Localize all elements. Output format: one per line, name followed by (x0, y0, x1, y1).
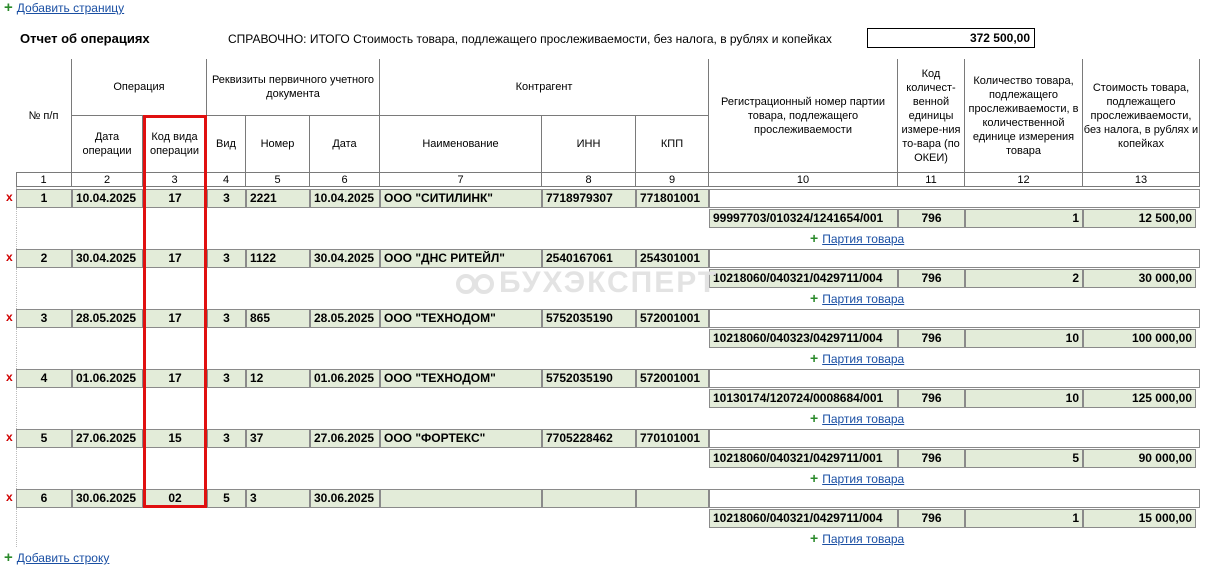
header-kpp: КПП (636, 116, 709, 173)
delete-row-icon[interactable]: x (6, 310, 13, 324)
header-op-code: Код вида операции (143, 116, 207, 173)
row-number[interactable]: 2 (16, 249, 72, 268)
plus-icon: + (810, 230, 819, 246)
batch-cost[interactable]: 125 000,00 (1083, 389, 1196, 408)
column-number: 3 (143, 173, 207, 187)
document-type[interactable]: 3 (207, 309, 246, 328)
batch-qty[interactable]: 10 (965, 329, 1083, 348)
contractor-kpp[interactable]: 572001001 (636, 369, 709, 388)
delete-row-icon[interactable]: x (6, 430, 13, 444)
add-batch-link[interactable] (810, 290, 904, 306)
row-spacer (709, 309, 1200, 328)
contractor-inn[interactable]: 7705228462 (542, 429, 636, 448)
batch-okei[interactable]: 796 (898, 449, 965, 468)
batch-spacer (16, 449, 709, 468)
batch-okei[interactable]: 796 (898, 269, 965, 288)
contractor-kpp[interactable]: 572001001 (636, 309, 709, 328)
document-type[interactable]: 3 (207, 189, 246, 208)
plus-icon: + (810, 470, 819, 486)
document-date[interactable]: 30.06.2025 (310, 489, 380, 508)
document-type[interactable]: 5 (207, 489, 246, 508)
operation-date[interactable]: 30.04.2025 (72, 249, 143, 268)
batch-reg-number[interactable]: 99997703/010324/1241654/001 (709, 209, 898, 228)
batch-spacer (16, 509, 709, 528)
contractor-inn[interactable]: 5752035190 (542, 309, 636, 328)
batch-spacer (16, 209, 709, 228)
contractor-name[interactable]: ООО "СИТИЛИНК" (380, 189, 542, 208)
header-op-date: Дата операции (72, 116, 143, 173)
document-type[interactable]: 3 (207, 369, 246, 388)
header-cost: Стоимость товара, подлежащего прослеживаемости, без налога, в рублях и копейках (1083, 59, 1200, 173)
add-batch-link[interactable] (810, 230, 904, 246)
column-number: 11 (898, 173, 965, 187)
operation-date[interactable]: 30.06.2025 (72, 489, 143, 508)
add-batch-label[interactable]: Партия товара (822, 412, 905, 426)
operation-code[interactable]: 17 (143, 369, 207, 388)
batch-okei[interactable]: 796 (898, 329, 965, 348)
operation-date[interactable]: 01.06.2025 (72, 369, 143, 388)
document-type[interactable]: 3 (207, 429, 246, 448)
document-date[interactable]: 28.05.2025 (310, 309, 380, 328)
add-row-link[interactable] (4, 549, 109, 567)
column-number: 1 (16, 173, 72, 187)
row-spacer (709, 489, 1200, 508)
add-row-label[interactable]: Добавить строку (16, 551, 110, 565)
add-batch-label[interactable]: Партия товара (822, 532, 905, 546)
batch-okei[interactable]: 796 (898, 509, 965, 528)
contractor-name[interactable]: ООО "ФОРТЕКС" (380, 429, 542, 448)
contractor-kpp[interactable] (636, 489, 709, 508)
contractor-kpp[interactable]: 770101001 (636, 429, 709, 448)
add-page-label[interactable]: Добавить страницу (16, 1, 125, 15)
column-number: 10 (709, 173, 898, 187)
plus-icon: + (810, 290, 819, 306)
batch-left-border (16, 209, 17, 228)
document-date[interactable]: 10.04.2025 (310, 189, 380, 208)
document-number[interactable]: 37 (246, 429, 310, 448)
batch-okei[interactable]: 796 (898, 389, 965, 408)
delete-row-icon[interactable]: x (6, 490, 13, 504)
batch-qty[interactable]: 10 (965, 389, 1083, 408)
contractor-kpp[interactable]: 771801001 (636, 189, 709, 208)
contractor-inn[interactable]: 7718979307 (542, 189, 636, 208)
header-okei: Код количест-венной единицы измере-ния то-вара (по ОКЕИ) (898, 59, 965, 173)
header-qty: Количество товара, подлежащего прослеживаемости, в количественной единице измерения товара (965, 59, 1083, 173)
add-batch-link[interactable] (810, 470, 904, 486)
operation-code[interactable]: 17 (143, 189, 207, 208)
add-batch-link[interactable] (810, 530, 904, 546)
operation-code[interactable]: 17 (143, 249, 207, 268)
plus-icon: + (810, 530, 819, 546)
batch-left-border (16, 449, 17, 468)
watermark-text: БУХЭКСПЕРТ (499, 266, 719, 299)
operation-date[interactable]: 28.05.2025 (72, 309, 143, 328)
batch-left-border (16, 269, 17, 288)
batch-cost[interactable]: 90 000,00 (1083, 449, 1196, 468)
batch-reg-number[interactable]: 10218060/040321/0429711/004 (709, 509, 898, 528)
reference-total-field[interactable]: 372 500,00 (867, 28, 1035, 48)
row-spacer (709, 369, 1200, 388)
contractor-inn[interactable]: 5752035190 (542, 369, 636, 388)
contractor-name[interactable]: ООО "ТЕХНОДОМ" (380, 309, 542, 328)
row-number[interactable]: 6 (16, 489, 72, 508)
contractor-kpp[interactable]: 254301001 (636, 249, 709, 268)
row-spacer (709, 429, 1200, 448)
column-number: 6 (310, 173, 380, 187)
column-number: 13 (1083, 173, 1200, 187)
header-reg-number: Регистрационный номер партии товара, подлежащего прослеживаемости (709, 59, 898, 173)
batch-spacer (16, 329, 709, 348)
document-number[interactable]: 865 (246, 309, 310, 328)
column-number: 5 (246, 173, 310, 187)
batch-cost[interactable]: 12 500,00 (1083, 209, 1196, 228)
add-batch-link[interactable] (810, 410, 904, 426)
header-inn: ИНН (542, 116, 636, 173)
batch-cost[interactable]: 100 000,00 (1083, 329, 1196, 348)
batch-reg-number[interactable]: 10130174/120724/0008684/001 (709, 389, 898, 408)
batch-qty[interactable]: 2 (965, 269, 1083, 288)
report-title: Отчет об операциях (20, 31, 150, 46)
column-number: 2 (72, 173, 143, 187)
row-number[interactable]: 3 (16, 309, 72, 328)
batch-qty[interactable]: 5 (965, 449, 1083, 468)
header-doc-number: Номер (246, 116, 310, 173)
add-batch-label[interactable]: Партия товара (822, 472, 905, 486)
operation-code[interactable]: 02 (143, 489, 207, 508)
row-number[interactable]: 4 (16, 369, 72, 388)
add-batch-label[interactable]: Партия товара (822, 232, 905, 246)
row-number[interactable]: 1 (16, 189, 72, 208)
contractor-name[interactable]: ООО "ДНС РИТЕЙЛ" (380, 249, 542, 268)
column-number: 12 (965, 173, 1083, 187)
document-date[interactable]: 30.04.2025 (310, 249, 380, 268)
batch-left-border (16, 329, 17, 348)
header-document: Реквизиты первичного учетного документа (207, 59, 380, 116)
header-operation: Операция (72, 59, 207, 116)
batch-cost[interactable]: 30 000,00 (1083, 269, 1196, 288)
add-batch-label[interactable]: Партия товара (822, 292, 905, 306)
plus-icon: + (4, 549, 13, 566)
operation-code[interactable]: 17 (143, 309, 207, 328)
row-spacer (709, 189, 1200, 208)
delete-row-icon[interactable]: x (6, 250, 13, 264)
document-number[interactable]: 2221 (246, 189, 310, 208)
reference-label: СПРАВОЧНО: ИТОГО Стоимость товара, подлежащего прослеживаемости, без налога, в рублях и копейках (228, 32, 832, 46)
row-spacer (709, 249, 1200, 268)
document-date[interactable]: 01.06.2025 (310, 369, 380, 388)
header-name: Наименование (380, 116, 542, 173)
contractor-inn[interactable]: 2540167061 (542, 249, 636, 268)
operation-date[interactable]: 10.04.2025 (72, 189, 143, 208)
plus-icon: + (4, 0, 13, 16)
header-doc-date: Дата (310, 116, 380, 173)
contractor-inn[interactable] (542, 489, 636, 508)
batch-spacer (16, 389, 709, 408)
add-batch-label[interactable]: Партия товара (822, 352, 905, 366)
batch-okei[interactable]: 796 (898, 209, 965, 228)
document-date[interactable]: 27.06.2025 (310, 429, 380, 448)
plus-icon: + (810, 350, 819, 366)
batch-qty[interactable]: 1 (965, 509, 1083, 528)
batch-reg-number[interactable]: 10218060/040321/0429711/004 (709, 269, 898, 288)
header-doc-type: Вид (207, 116, 246, 173)
contractor-name[interactable] (380, 489, 542, 508)
document-number[interactable]: 12 (246, 369, 310, 388)
header-contractor: Контрагент (380, 59, 709, 116)
batch-left-border (16, 389, 17, 408)
column-number: 8 (542, 173, 636, 187)
plus-icon: + (810, 410, 819, 426)
column-number: 9 (636, 173, 709, 187)
batch-qty[interactable]: 1 (965, 209, 1083, 228)
batch-left-border (16, 509, 17, 528)
contractor-name[interactable]: ООО "ТЕХНОДОМ" (380, 369, 542, 388)
operation-date[interactable]: 27.06.2025 (72, 429, 143, 448)
column-number: 7 (380, 173, 542, 187)
batch-reg-number[interactable]: 10218060/040321/0429711/001 (709, 449, 898, 468)
document-number[interactable]: 3 (246, 489, 310, 508)
row-number[interactable]: 5 (16, 429, 72, 448)
batch-spacer (16, 269, 709, 288)
delete-row-icon[interactable]: x (6, 370, 13, 384)
operation-code[interactable]: 15 (143, 429, 207, 448)
delete-row-icon[interactable]: x (6, 190, 13, 204)
document-number[interactable]: 1122 (246, 249, 310, 268)
batch-reg-number[interactable]: 10218060/040323/0429711/004 (709, 329, 898, 348)
header-num: № п/п (16, 59, 72, 173)
add-batch-link[interactable] (810, 350, 904, 366)
document-type[interactable]: 3 (207, 249, 246, 268)
batch-cost[interactable]: 15 000,00 (1083, 509, 1196, 528)
column-number: 4 (207, 173, 246, 187)
